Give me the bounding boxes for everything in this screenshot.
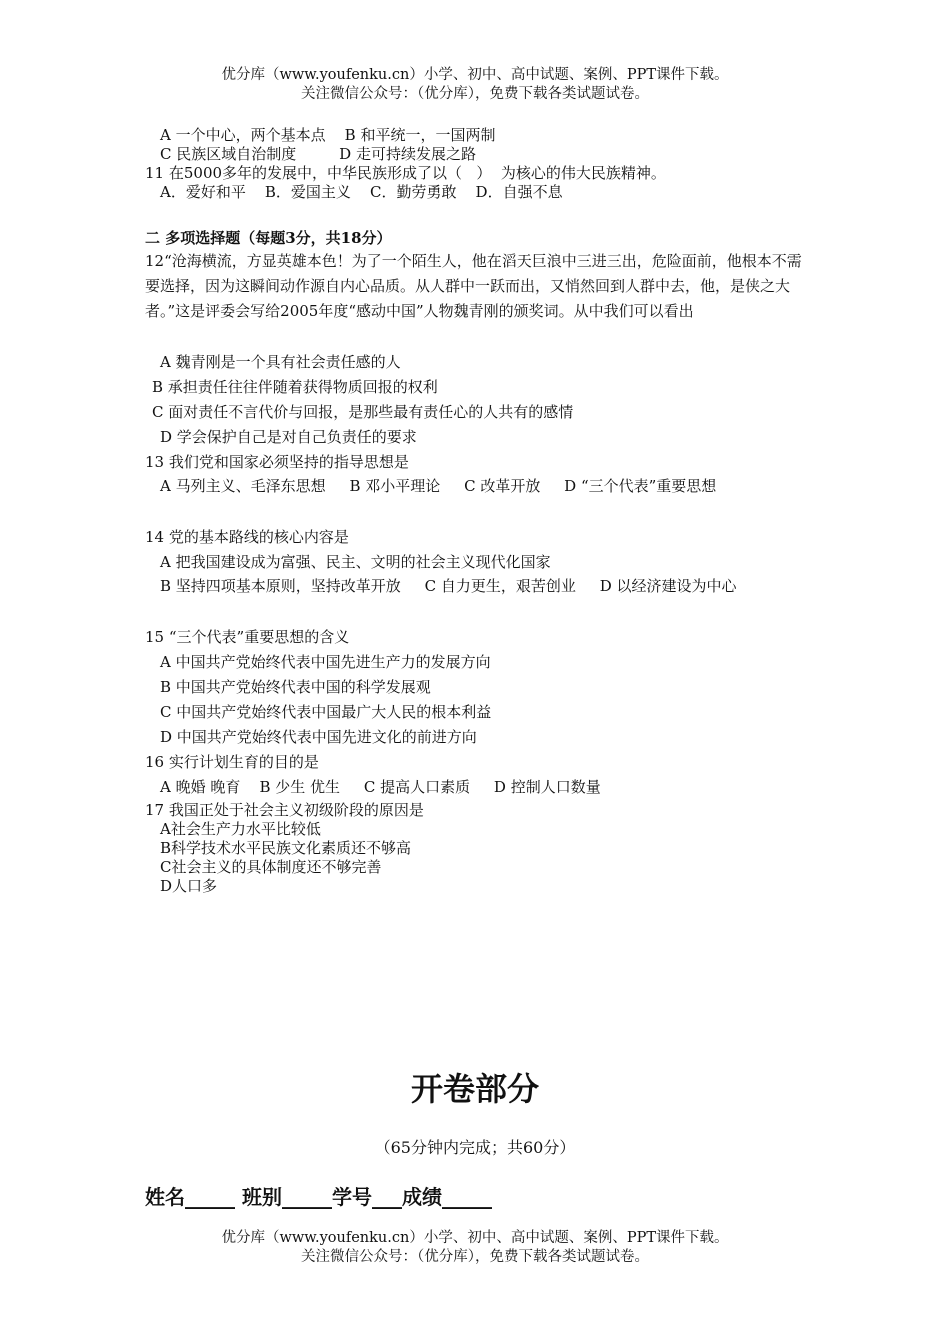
q14-stem: 14 党的基本路线的核心内容是 [145, 528, 349, 546]
q12-option-c: C 面对责任不言代价与回报，是那些最有责任心的人共有的感情 [152, 403, 574, 421]
q17-option-a: A社会生产力水平比较低 [160, 820, 321, 838]
q15-option-d: D 中国共产党始终代表中国先进文化的前进方向 [160, 728, 477, 746]
q15-option-c: C 中国共产党始终代表中国最广大人民的根本利益 [160, 703, 492, 721]
header-line-2: 关注微信公众号：（优分库），免费下载各类试题试卷。 [301, 86, 649, 102]
q17-option-d: D人口多 [160, 877, 218, 895]
q10-options-row-1: A 一个中心，两个基本点 B 和平统一，一国两制 [160, 126, 496, 144]
footer-line-2: 关注微信公众号：（优分库），免费下载各类试题试卷。 [301, 1249, 649, 1265]
q12-option-a: A 魏青刚是一个具有社会责任感的人 [160, 353, 401, 371]
open-part-subtitle: （65分钟内完成；共60分） [374, 1138, 576, 1157]
q12-option-b: B 承担责任往往伴随着获得物质回报的权利 [152, 378, 438, 396]
q12-option-d: D 学会保护自己是对自己负责任的要求 [160, 428, 417, 446]
q11-stem: 11 在5000多年的发展中，中华民族形成了以（ ） 为核心的伟大民族精神。 [145, 164, 666, 182]
q15-stem: 15 “三个代表”重要思想的含义 [145, 628, 350, 646]
q12-stem: 12“沧海横流，方显英雄本色！为了一个陌生人，他在滔天巨浪中三进三出，危险面前，他根本不需要选择，因为这瞬间动作源自内心品质。从人群中一跃而出，又悄然回到人群中去，他，是侠之大者。”这是评委会写给2005年度“感动中国”人物魏青刚的颁奖词。从中我们可以看出 [145, 252, 802, 320]
student-info-fields: 姓名_____ 班别_____学号___成绩_____ [145, 1185, 492, 1209]
q14-option-a: A 把我国建设成为富强、民主、文明的社会主义现代化国家 [160, 553, 551, 571]
q15-option-a: A 中国共产党始终代表中国先进生产力的发展方向 [160, 653, 491, 671]
q13-stem: 13 我们党和国家必须坚持的指导思想是 [145, 453, 409, 471]
open-part-title: 开卷部分 [410, 1070, 539, 1108]
q17-option-c: C社会主义的具体制度还不够完善 [160, 858, 382, 876]
header-line-1: 优分库（www.youfenku.cn）小学、初中、高中试题、案例、PPT课件下载。 [221, 67, 729, 83]
q13-options: A 马列主义、毛泽东思想 B 邓小平理论 C 改革开放 D “三个代表”重要思想 [160, 477, 717, 495]
q14-options-bcd: B 坚持四项基本原则，坚持改革开放 C 自力更生，艰苦创业 D 以经济建设为中心 [160, 577, 737, 595]
q16-stem: 16 实行计划生育的目的是 [145, 753, 319, 771]
q15-option-b: B 中国共产党始终代表中国的科学发展观 [160, 678, 431, 696]
q11-options: A．爱好和平 B．爱国主义 C．勤劳勇敢 D．自强不息 [160, 183, 563, 201]
q17-stem: 17 我国正处于社会主义初级阶段的原因是 [145, 801, 424, 819]
footer-line-1: 优分库（www.youfenku.cn）小学、初中、高中试题、案例、PPT课件下载。 [221, 1230, 729, 1246]
q17-option-b: B科学技术水平民族文化素质还不够高 [160, 839, 412, 857]
q16-options: A 晚婚 晚育 B 少生 优生 C 提高人口素质 D 控制人口数量 [160, 778, 601, 796]
section-2-title: 二 多项选择题（每题3分，共18分） [145, 229, 392, 247]
q10-options-row-2: C 民族区域自治制度 D 走可持续发展之路 [160, 145, 476, 163]
